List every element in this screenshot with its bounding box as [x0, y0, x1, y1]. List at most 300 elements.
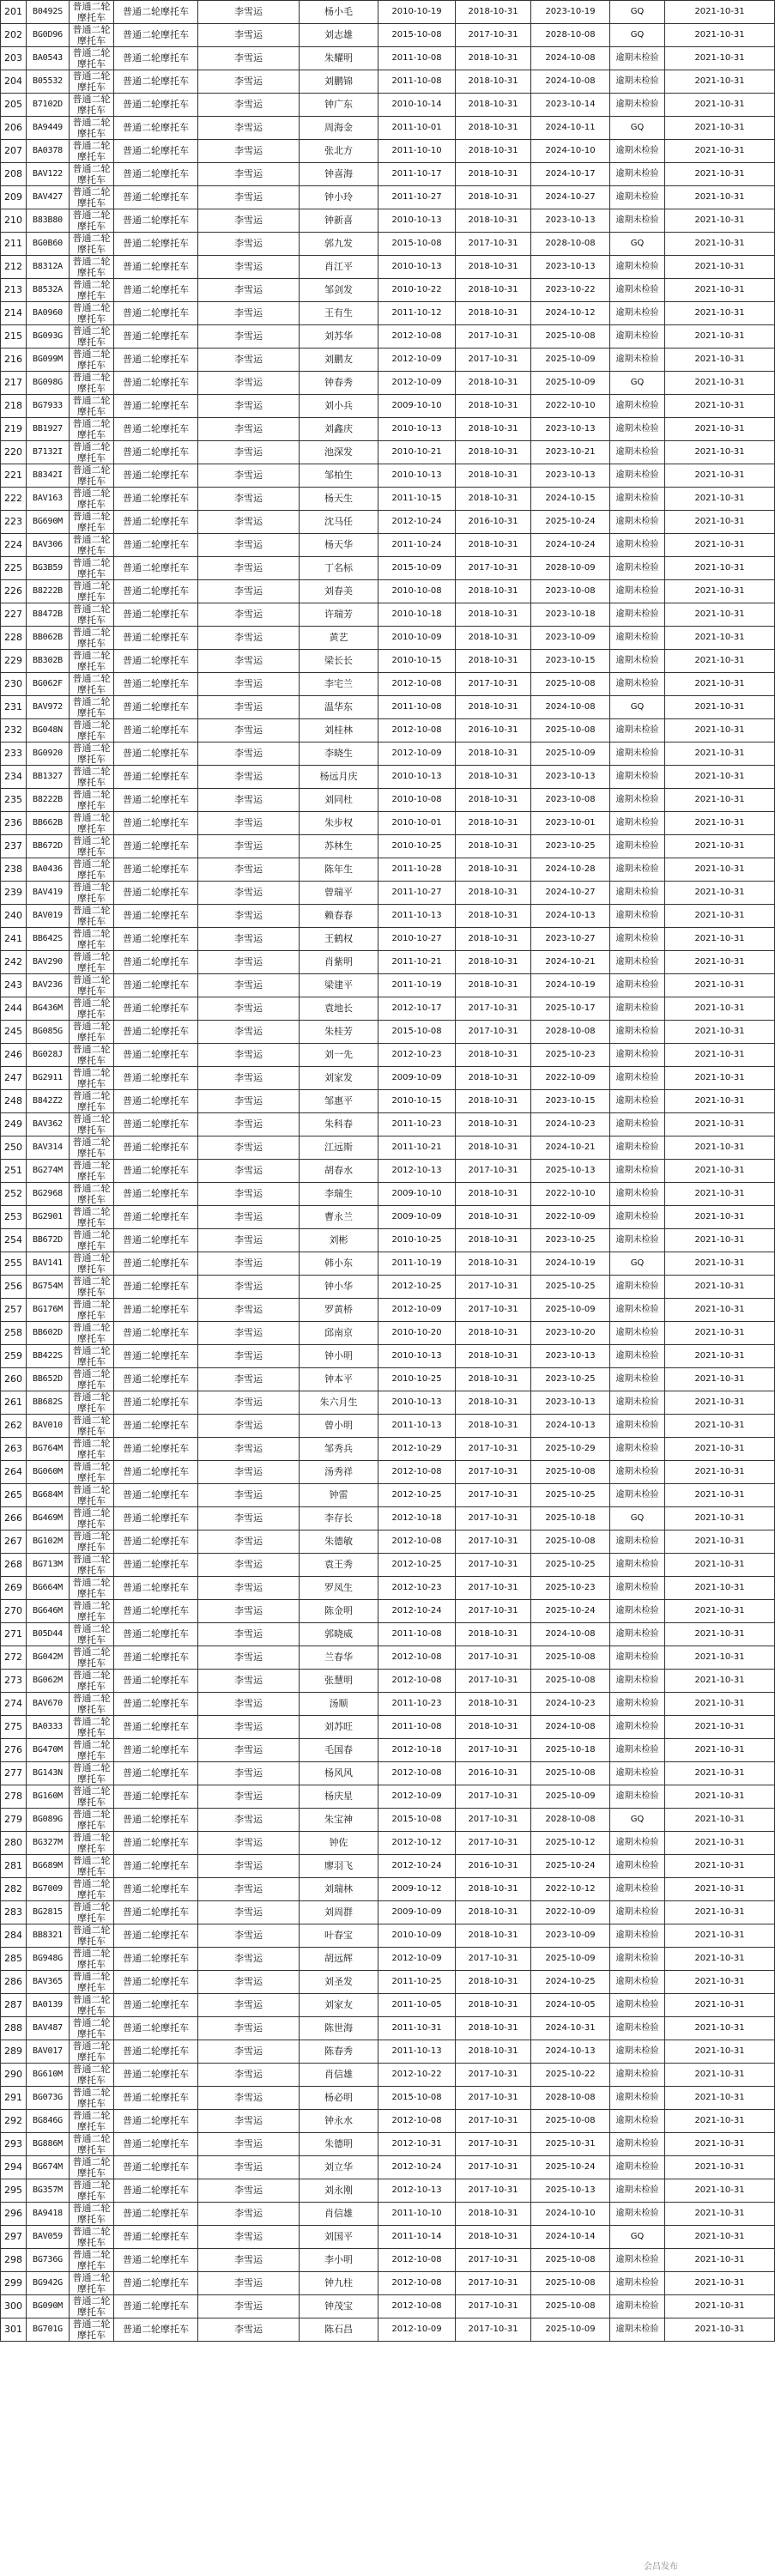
scrap-date-cell: 2025-10-25 [531, 1276, 610, 1299]
owner-cell: 刘鹏锦 [300, 70, 378, 94]
reg-date-cell: 2012-10-09 [378, 1948, 456, 1971]
table-row [1, 1855, 775, 1878]
type-cell: 普通二轮摩托车 [70, 209, 114, 233]
owner-cell: 肖江平 [300, 256, 378, 279]
table-row [1, 1507, 775, 1530]
reg-date-cell: 2012-10-08 [378, 673, 456, 696]
processor-cell: 李雪运 [198, 1670, 300, 1693]
inspect-date-cell: 2017-10-31 [456, 2295, 531, 2318]
scrap-date-cell: 2023-10-18 [531, 603, 610, 627]
reg-date-cell: 2010-10-13 [378, 1345, 456, 1368]
scrap-date-cell: 2024-10-19 [531, 1252, 610, 1276]
category-cell: 普通二轮摩托车 [114, 1971, 198, 1994]
table-row [1, 1670, 775, 1693]
owner-cell: 钟小玲 [300, 186, 378, 209]
type-cell: 普通二轮摩托车 [70, 928, 114, 951]
status-cell: 逾期未检验 [610, 603, 665, 627]
owner-cell: 曾小明 [300, 1415, 378, 1438]
scrap-date-cell: 2023-10-09 [531, 1924, 610, 1948]
status-cell: 逾期未检验 [610, 997, 665, 1021]
plate-cell: B8532A [27, 279, 70, 302]
scrap-date-cell: 2024-10-12 [531, 302, 610, 325]
reg-date-cell: 2010-10-08 [378, 789, 456, 812]
type-cell: 普通二轮摩托车 [70, 1994, 114, 2017]
plate-cell: BG701G [27, 2318, 70, 2342]
category-cell: 普通二轮摩托车 [114, 2110, 198, 2133]
processor-cell: 李雪运 [198, 858, 300, 882]
inspect-date-cell: 2018-10-31 [456, 488, 531, 511]
cutoff-date-cell: 2021-10-31 [665, 1136, 775, 1160]
inspect-date-cell: 2018-10-31 [456, 1971, 531, 1994]
scrap-date-cell: 2025-10-09 [531, 2318, 610, 2342]
owner-cell: 朱桂芳 [300, 1021, 378, 1044]
category-cell: 普通二轮摩托车 [114, 835, 198, 858]
type-cell: 普通二轮摩托车 [70, 1646, 114, 1670]
type-cell: 普通二轮摩托车 [70, 1113, 114, 1136]
status-cell: 逾期未检验 [610, 534, 665, 557]
plate-cell: BG160M [27, 1785, 70, 1809]
reg-date-cell: 2012-10-22 [378, 2064, 456, 2087]
owner-cell: 刘鑫庆 [300, 418, 378, 441]
plate-cell: BB302B [27, 650, 70, 673]
plate-cell: BG664M [27, 1577, 70, 1600]
table-row [1, 279, 775, 302]
status-cell: 逾期未检验 [610, 1322, 665, 1345]
status-cell: 逾期未检验 [610, 47, 665, 70]
cutoff-date-cell: 2021-10-31 [665, 557, 775, 580]
status-cell: 逾期未检验 [610, 325, 665, 349]
status-cell: 逾期未检验 [610, 1044, 665, 1067]
scrap-date-cell: 2024-10-14 [531, 2226, 610, 2249]
scrap-date-cell: 2024-10-08 [531, 1623, 610, 1646]
category-cell: 普通二轮摩托车 [114, 1044, 198, 1067]
processor-cell: 李雪运 [198, 2272, 300, 2295]
processor-cell: 李雪运 [198, 70, 300, 94]
plate-cell: BG062F [27, 673, 70, 696]
table-row [1, 835, 775, 858]
status-cell: 逾期未检验 [610, 441, 665, 464]
cutoff-date-cell: 2021-10-31 [665, 1693, 775, 1716]
category-cell: 普通二轮摩托车 [114, 2064, 198, 2087]
reg-date-cell: 2011-10-24 [378, 534, 456, 557]
plate-cell: BB672D [27, 1229, 70, 1252]
scrap-date-cell: 2025-10-31 [531, 2133, 610, 2156]
category-cell: 普通二轮摩托车 [114, 1090, 198, 1113]
status-cell: 逾期未检验 [610, 766, 665, 789]
plate-cell: BG089G [27, 1809, 70, 1832]
inspect-date-cell: 2018-10-31 [456, 858, 531, 882]
scrap-date-cell: 2023-10-14 [531, 94, 610, 117]
reg-date-cell: 2010-10-15 [378, 1090, 456, 1113]
processor-cell: 李雪运 [198, 256, 300, 279]
plate-cell: BG098G [27, 372, 70, 395]
status-cell: 逾期未检验 [610, 1994, 665, 2017]
status-cell: 逾期未检验 [610, 789, 665, 812]
status-cell: 逾期未检验 [610, 2133, 665, 2156]
status-cell: 逾期未检验 [610, 2017, 665, 2040]
scrap-date-cell: 2025-10-13 [531, 2179, 610, 2203]
cutoff-date-cell: 2021-10-31 [665, 650, 775, 673]
scrap-date-cell: 2024-10-10 [531, 2203, 610, 2226]
owner-cell: 朱六月生 [300, 1391, 378, 1415]
processor-cell: 李雪运 [198, 1901, 300, 1924]
reg-date-cell: 2009-10-10 [378, 1183, 456, 1206]
table-row [1, 70, 775, 94]
cutoff-date-cell: 2021-10-31 [665, 1113, 775, 1136]
inspect-date-cell: 2018-10-31 [456, 1090, 531, 1113]
type-cell: 普通二轮摩托车 [70, 1345, 114, 1368]
plate-cell: BG713M [27, 1554, 70, 1577]
cutoff-date-cell: 2021-10-31 [665, 1948, 775, 1971]
table-row [1, 186, 775, 209]
table-row [1, 1600, 775, 1623]
status-cell: 逾期未检验 [610, 951, 665, 974]
reg-date-cell: 2015-10-09 [378, 557, 456, 580]
processor-cell: 李雪运 [198, 1021, 300, 1044]
owner-cell: 朱科春 [300, 1113, 378, 1136]
index-cell: 281 [1, 1855, 27, 1878]
scrap-date-cell: 2025-10-08 [531, 719, 610, 742]
owner-cell: 钟广东 [300, 94, 378, 117]
status-cell: 逾期未检验 [610, 882, 665, 905]
processor-cell: 李雪运 [198, 117, 300, 140]
scrap-date-cell: 2025-10-29 [531, 1438, 610, 1461]
plate-cell: BAV059 [27, 2226, 70, 2249]
category-cell: 普通二轮摩托车 [114, 2040, 198, 2064]
cutoff-date-cell: 2021-10-31 [665, 1971, 775, 1994]
processor-cell: 李雪运 [198, 302, 300, 325]
type-cell: 普通二轮摩托车 [70, 2040, 114, 2064]
category-cell: 普通二轮摩托车 [114, 1322, 198, 1345]
inspect-date-cell: 2018-10-31 [456, 2226, 531, 2249]
type-cell: 普通二轮摩托车 [70, 650, 114, 673]
cutoff-date-cell: 2021-10-31 [665, 279, 775, 302]
scrap-date-cell: 2024-10-27 [531, 186, 610, 209]
status-cell: GQ [610, 233, 665, 256]
owner-cell: 苏林生 [300, 835, 378, 858]
table-row [1, 1878, 775, 1901]
index-cell: 272 [1, 1646, 27, 1670]
table-row [1, 1090, 775, 1113]
category-cell: 普通二轮摩托车 [114, 1994, 198, 2017]
type-cell: 普通二轮摩托车 [70, 1739, 114, 1762]
type-cell: 普通二轮摩托车 [70, 325, 114, 349]
index-cell: 299 [1, 2272, 27, 2295]
table-row [1, 47, 775, 70]
inspect-date-cell: 2017-10-31 [456, 1948, 531, 1971]
category-cell: 普通二轮摩托车 [114, 1623, 198, 1646]
index-cell: 208 [1, 163, 27, 186]
category-cell: 普通二轮摩托车 [114, 1901, 198, 1924]
processor-cell: 李雪运 [198, 1, 300, 24]
index-cell: 238 [1, 858, 27, 882]
owner-cell: 刘国平 [300, 2226, 378, 2249]
status-cell: 逾期未检验 [610, 2040, 665, 2064]
category-cell: 普通二轮摩托车 [114, 1345, 198, 1368]
status-cell: 逾期未检验 [610, 673, 665, 696]
cutoff-date-cell: 2021-10-31 [665, 951, 775, 974]
index-cell: 205 [1, 94, 27, 117]
inspect-date-cell: 2018-10-31 [456, 209, 531, 233]
plate-cell: BG684M [27, 1484, 70, 1507]
table-row [1, 1971, 775, 1994]
scrap-date-cell: 2025-10-12 [531, 1832, 610, 1855]
scrap-date-cell: 2024-10-17 [531, 163, 610, 186]
status-cell: 逾期未检验 [610, 1391, 665, 1415]
cutoff-date-cell: 2021-10-31 [665, 1670, 775, 1693]
status-cell: 逾期未检验 [610, 70, 665, 94]
scrap-date-cell: 2024-10-27 [531, 882, 610, 905]
plate-cell: BA0378 [27, 140, 70, 163]
category-cell: 普通二轮摩托车 [114, 1600, 198, 1623]
inspect-date-cell: 2018-10-31 [456, 279, 531, 302]
category-cell: 普通二轮摩托车 [114, 47, 198, 70]
category-cell: 普通二轮摩托车 [114, 580, 198, 603]
owner-cell: 廖羽飞 [300, 1855, 378, 1878]
owner-cell: 杨必明 [300, 2087, 378, 2110]
index-cell: 214 [1, 302, 27, 325]
watermark: 会昌发布 [640, 2558, 681, 2573]
status-cell: 逾期未检验 [610, 1530, 665, 1554]
status-cell: 逾期未检验 [610, 1901, 665, 1924]
status-cell: GQ [610, 696, 665, 719]
index-cell: 232 [1, 719, 27, 742]
plate-cell: BG327M [27, 1832, 70, 1855]
status-cell: GQ [610, 117, 665, 140]
owner-cell: 沈马任 [300, 511, 378, 534]
cutoff-date-cell: 2021-10-31 [665, 24, 775, 47]
category-cell: 普通二轮摩托车 [114, 1670, 198, 1693]
inspect-date-cell: 2018-10-31 [456, 1183, 531, 1206]
cutoff-date-cell: 2021-10-31 [665, 1623, 775, 1646]
cutoff-date-cell: 2021-10-31 [665, 2272, 775, 2295]
plate-cell: BG0920 [27, 742, 70, 766]
owner-cell: 罗凤生 [300, 1577, 378, 1600]
table-row [1, 997, 775, 1021]
owner-cell: 刘小兵 [300, 395, 378, 418]
category-cell: 普通二轮摩托车 [114, 1762, 198, 1785]
scrap-date-cell: 2023-10-21 [531, 441, 610, 464]
cutoff-date-cell: 2021-10-31 [665, 974, 775, 997]
category-cell: 普通二轮摩托车 [114, 233, 198, 256]
status-cell: 逾期未检验 [610, 1160, 665, 1183]
owner-cell: 梁建平 [300, 974, 378, 997]
cutoff-date-cell: 2021-10-31 [665, 1368, 775, 1391]
scrap-date-cell: 2024-10-24 [531, 534, 610, 557]
scrap-date-cell: 2025-10-09 [531, 349, 610, 372]
cutoff-date-cell: 2021-10-31 [665, 372, 775, 395]
status-cell: 逾期未检验 [610, 858, 665, 882]
type-cell: 普通二轮摩托车 [70, 2064, 114, 2087]
plate-cell: BG736G [27, 2249, 70, 2272]
category-cell: 普通二轮摩托车 [114, 997, 198, 1021]
table-row [1, 1345, 775, 1368]
owner-cell: 郭晓威 [300, 1623, 378, 1646]
owner-cell: 叶春宝 [300, 1924, 378, 1948]
owner-cell: 郭九发 [300, 233, 378, 256]
table-row [1, 766, 775, 789]
processor-cell: 李雪运 [198, 766, 300, 789]
plate-cell: BG2968 [27, 1183, 70, 1206]
inspect-date-cell: 2017-10-31 [456, 325, 531, 349]
table-row [1, 325, 775, 349]
inspect-date-cell: 2017-10-31 [456, 557, 531, 580]
plate-cell: BB1927 [27, 418, 70, 441]
inspect-date-cell: 2018-10-31 [456, 1415, 531, 1438]
table-row [1, 488, 775, 511]
plate-cell: BG7009 [27, 1878, 70, 1901]
type-cell: 普通二轮摩托车 [70, 789, 114, 812]
scrap-date-cell: 2024-10-15 [531, 488, 610, 511]
plate-cell: BAV419 [27, 882, 70, 905]
index-cell: 230 [1, 673, 27, 696]
owner-cell: 温华东 [300, 696, 378, 719]
type-cell: 普通二轮摩托车 [70, 1206, 114, 1229]
status-cell: 逾期未检验 [610, 1345, 665, 1368]
table-row [1, 650, 775, 673]
owner-cell: 张慧明 [300, 1670, 378, 1693]
inspect-date-cell: 2018-10-31 [456, 1044, 531, 1067]
inspect-date-cell: 2018-10-31 [456, 1391, 531, 1415]
processor-cell: 李雪运 [198, 1299, 300, 1322]
inspect-date-cell: 2018-10-31 [456, 882, 531, 905]
category-cell: 普通二轮摩托车 [114, 696, 198, 719]
cutoff-date-cell: 2021-10-31 [665, 464, 775, 488]
cutoff-date-cell: 2021-10-31 [665, 2249, 775, 2272]
cutoff-date-cell: 2021-10-31 [665, 1785, 775, 1809]
index-cell: 203 [1, 47, 27, 70]
reg-date-cell: 2012-10-09 [378, 349, 456, 372]
table-row [1, 1530, 775, 1554]
owner-cell: 刘家友 [300, 1994, 378, 2017]
category-cell: 普通二轮摩托车 [114, 2295, 198, 2318]
inspect-date-cell: 2018-10-31 [456, 1322, 531, 1345]
plate-cell: BA0960 [27, 302, 70, 325]
processor-cell: 李雪运 [198, 1229, 300, 1252]
index-cell: 244 [1, 997, 27, 1021]
scrap-date-cell: 2023-10-15 [531, 1090, 610, 1113]
reg-date-cell: 2012-10-09 [378, 742, 456, 766]
category-cell: 普通二轮摩托车 [114, 603, 198, 627]
table-row [1, 2203, 775, 2226]
plate-cell: BG042M [27, 1646, 70, 1670]
table-row [1, 441, 775, 464]
index-cell: 223 [1, 511, 27, 534]
cutoff-date-cell: 2021-10-31 [665, 673, 775, 696]
table-row [1, 395, 775, 418]
index-cell: 278 [1, 1785, 27, 1809]
owner-cell: 肖信雄 [300, 2203, 378, 2226]
owner-cell: 陈世海 [300, 2017, 378, 2040]
category-cell: 普通二轮摩托车 [114, 325, 198, 349]
processor-cell: 李雪运 [198, 534, 300, 557]
type-cell: 普通二轮摩托车 [70, 2179, 114, 2203]
owner-cell: 刘瑞林 [300, 1878, 378, 1901]
type-cell: 普通二轮摩托车 [70, 1021, 114, 1044]
type-cell: 普通二轮摩托车 [70, 372, 114, 395]
reg-date-cell: 2011-10-21 [378, 951, 456, 974]
cutoff-date-cell: 2021-10-31 [665, 1600, 775, 1623]
status-cell: 逾期未检验 [610, 1299, 665, 1322]
reg-date-cell: 2012-10-31 [378, 2133, 456, 2156]
inspect-date-cell: 2018-10-31 [456, 1229, 531, 1252]
cutoff-date-cell: 2021-10-31 [665, 812, 775, 835]
status-cell: 逾期未检验 [610, 1693, 665, 1716]
scrap-date-cell: 2024-10-10 [531, 140, 610, 163]
index-cell: 294 [1, 2156, 27, 2179]
owner-cell: 韩小东 [300, 1252, 378, 1276]
category-cell: 普通二轮摩托车 [114, 1924, 198, 1948]
plate-cell: BG646M [27, 1600, 70, 1623]
cutoff-date-cell: 2021-10-31 [665, 2318, 775, 2342]
scrap-date-cell: 2023-10-01 [531, 812, 610, 835]
cutoff-date-cell: 2021-10-31 [665, 94, 775, 117]
owner-cell: 刘周群 [300, 1901, 378, 1924]
scrap-date-cell: 2023-10-25 [531, 1368, 610, 1391]
category-cell: 普通二轮摩托车 [114, 488, 198, 511]
status-cell: 逾期未检验 [610, 2110, 665, 2133]
cutoff-date-cell: 2021-10-31 [665, 511, 775, 534]
reg-date-cell: 2012-10-25 [378, 1554, 456, 1577]
inspect-date-cell: 2017-10-31 [456, 673, 531, 696]
plate-cell: BAV306 [27, 534, 70, 557]
processor-cell: 李雪运 [198, 835, 300, 858]
plate-cell: BG0D96 [27, 24, 70, 47]
inspect-date-cell: 2018-10-31 [456, 1623, 531, 1646]
reg-date-cell: 2010-10-27 [378, 928, 456, 951]
index-cell: 243 [1, 974, 27, 997]
table-row [1, 1577, 775, 1600]
scrap-date-cell: 2024-10-11 [531, 117, 610, 140]
status-cell: 逾期未检验 [610, 1739, 665, 1762]
index-cell: 231 [1, 696, 27, 719]
owner-cell: 朱德敏 [300, 1530, 378, 1554]
inspect-date-cell: 2017-10-31 [456, 349, 531, 372]
status-cell: 逾期未检验 [610, 1762, 665, 1785]
owner-cell: 刘家发 [300, 1067, 378, 1090]
category-cell: 普通二轮摩托车 [114, 1276, 198, 1299]
inspect-date-cell: 2018-10-31 [456, 534, 531, 557]
reg-date-cell: 2012-10-09 [378, 1785, 456, 1809]
plate-cell: BA0543 [27, 47, 70, 70]
table-row [1, 2040, 775, 2064]
status-cell: 逾期未检验 [610, 1484, 665, 1507]
type-cell: 普通二轮摩托车 [70, 395, 114, 418]
scrap-date-cell: 2024-10-23 [531, 1113, 610, 1136]
reg-date-cell: 2011-10-28 [378, 858, 456, 882]
index-cell: 206 [1, 117, 27, 140]
table-row [1, 1368, 775, 1391]
table-row [1, 928, 775, 951]
category-cell: 普通二轮摩托车 [114, 2249, 198, 2272]
cutoff-date-cell: 2021-10-31 [665, 2226, 775, 2249]
plate-cell: BB662B [27, 812, 70, 835]
status-cell: 逾期未检验 [610, 1229, 665, 1252]
index-cell: 283 [1, 1901, 27, 1924]
processor-cell: 李雪运 [198, 1415, 300, 1438]
table-row [1, 905, 775, 928]
status-cell: GQ [610, 2226, 665, 2249]
cutoff-date-cell: 2021-10-31 [665, 627, 775, 650]
category-cell: 普通二轮摩托车 [114, 1554, 198, 1577]
plate-cell: BB642S [27, 928, 70, 951]
plate-cell: BB602D [27, 1322, 70, 1345]
category-cell: 普通二轮摩托车 [114, 2017, 198, 2040]
type-cell: 普通二轮摩托车 [70, 1461, 114, 1484]
reg-date-cell: 2012-10-08 [378, 1646, 456, 1670]
reg-date-cell: 2011-10-13 [378, 905, 456, 928]
processor-cell: 李雪运 [198, 1994, 300, 2017]
